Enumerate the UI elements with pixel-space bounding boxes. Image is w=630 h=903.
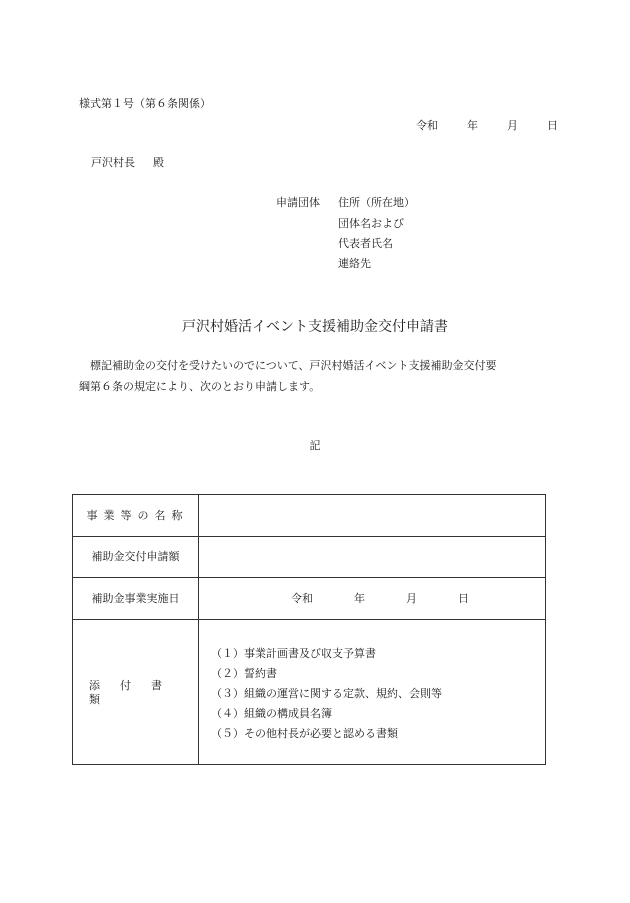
body-line-2: 綱第６条の規定により、次のとおり申請します。 bbox=[79, 380, 321, 393]
table-row-attachments bbox=[73, 620, 545, 765]
attachments-value bbox=[199, 620, 545, 765]
table-label-cell bbox=[73, 620, 199, 765]
addressee-name: 戸沢村長 bbox=[91, 156, 135, 169]
application-date bbox=[416, 119, 558, 133]
project-name-value[interactable] bbox=[199, 495, 545, 536]
document-title: 戸沢村婚活イベント支援補助金交付申請書 bbox=[182, 319, 448, 335]
date-era: 令和 bbox=[416, 119, 438, 132]
form-number: 様式第１号（第６条関係） bbox=[79, 97, 211, 110]
honorific: 殿 bbox=[153, 156, 164, 169]
table-label-cell bbox=[73, 537, 199, 577]
impl-date-era: 令和 bbox=[291, 592, 313, 605]
table-row-implementation-date bbox=[73, 578, 545, 620]
attachment-item: （５）その他村長が必要と認める書類 bbox=[211, 727, 398, 740]
impl-date-day: 日 bbox=[458, 592, 469, 605]
applicant-contact-label: 連絡先 bbox=[338, 257, 371, 270]
table-label-cell bbox=[73, 495, 199, 536]
applicant-address-label: 住所（所在地） bbox=[338, 196, 415, 209]
amount-value[interactable] bbox=[199, 537, 545, 577]
addressee bbox=[91, 156, 164, 170]
impl-date-month: 月 bbox=[406, 592, 417, 605]
detail-table bbox=[72, 494, 546, 765]
amount-label: 補助金交付申請額 bbox=[91, 550, 180, 563]
applicant-representative-label: 代表者氏名 bbox=[338, 237, 393, 250]
implementation-date-fields bbox=[291, 592, 469, 606]
implementation-date-value[interactable] bbox=[199, 578, 545, 619]
project-name-label: 事業等の名称 bbox=[86, 508, 189, 522]
attachment-item: （１）事業計画書及び収支予算書 bbox=[211, 647, 376, 660]
date-year: 年 bbox=[467, 119, 478, 132]
table-label-cell bbox=[73, 578, 199, 619]
impl-date-year: 年 bbox=[354, 592, 365, 605]
attachment-item: （４）組織の構成員名簿 bbox=[211, 707, 332, 720]
implementation-date-label: 補助金事業実施日 bbox=[91, 591, 180, 605]
attachments-label: 添付書類 bbox=[89, 678, 182, 706]
applicant-group-name-label: 団体名および bbox=[338, 217, 404, 230]
date-month: 月 bbox=[507, 119, 518, 132]
attachment-item: （２）誓約書 bbox=[211, 667, 277, 680]
ki-label: 記 bbox=[309, 439, 321, 452]
attachments-list bbox=[211, 644, 442, 744]
table-row-amount bbox=[73, 537, 545, 578]
date-day: 日 bbox=[547, 119, 558, 132]
body-line-1: 標記補助金の交付を受けたいのでについて、戸沢村婚活イベント支援補助金交付要 bbox=[79, 359, 497, 372]
body-text bbox=[79, 355, 554, 397]
table-row-project-name bbox=[73, 495, 545, 537]
applicant-label: 申請団体 bbox=[276, 196, 320, 209]
attachment-item: （３）組織の運営に関する定款、規約、会則等 bbox=[211, 687, 442, 700]
